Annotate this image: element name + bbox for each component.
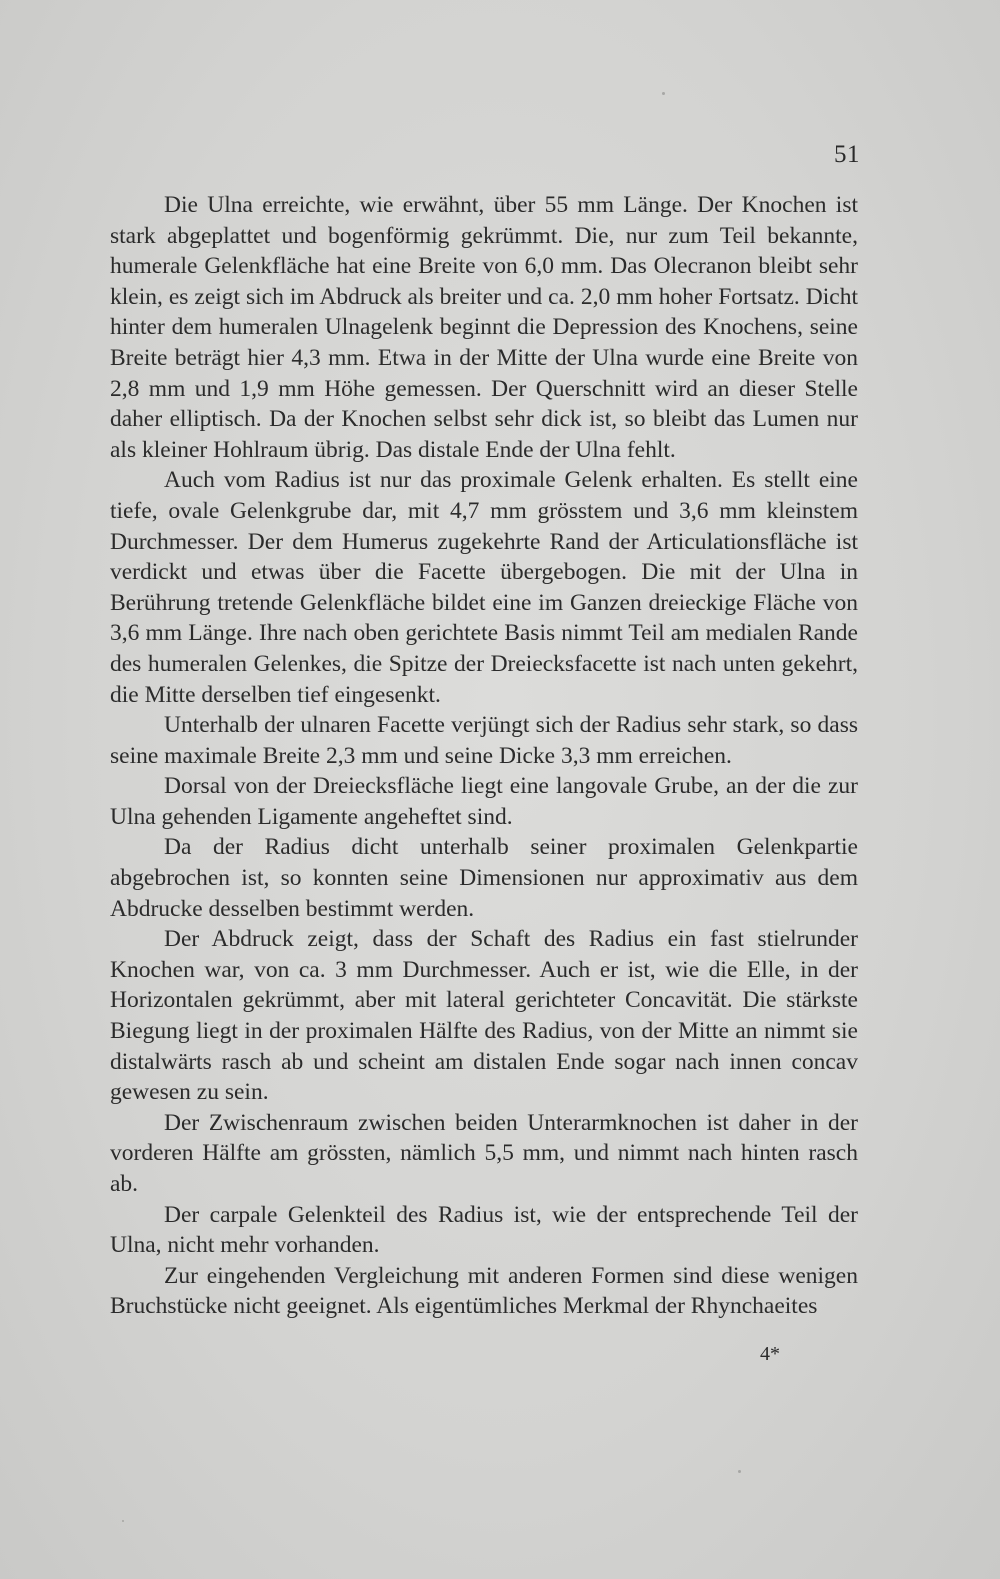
paragraph: Zur eingehenden Vergleichung mit anderen Formen sind diese wenigen Bruchstücke nicht geeignet. Als eigentümliches Merkmal der Rhynchaeites bbox=[110, 1262, 858, 1320]
paragraph: Der carpale Gelenkteil des Radius ist, wie der entsprechende Teil der Ulna, nicht mehr vorhanden. bbox=[110, 1201, 858, 1259]
paragraph: Auch vom Radius ist nur das proximale Gelenk erhalten. Es stellt eine tiefe, ovale Gelenkgrube dar, mit 4,7 mm grösstem und 3,6 mm kleinstem Durchmesser. Der dem Humerus zugekehrte Rand der Articulationsfläche ist verdickt und etwas über die Facette übergebogen. Die mit der Ulna in Berührung tretende Gelenkfläche bildet eine im Ganzen dreieckige Fläche von 3,6 mm Länge. Ihre nach oben gerichtete Basis nimmt Teil am medialen Rande des humeralen Gelenkes, die Spitze der Dreiecksfacette ist nach unten gekehrt, die Mitte derselben tief eingesenkt. bbox=[110, 467, 858, 708]
paper-speck bbox=[738, 1470, 741, 1473]
paragraph: Unterhalb der ulnaren Facette verjüngt sich der Radius sehr stark, so dass seine maximale Breite 2,3 mm und seine Dicke 3,3 mm erreichen. bbox=[110, 712, 858, 769]
paragraph: Der Abdruck zeigt, dass der Schaft des Radius ein fast stielrunder Knochen war, von ca. 3 mm Durchmesser. Auch er ist, wie die Elle, in der Horizontalen gekrümmt, aber mit lateral gerichteter Concavität. Die stärkste Biegung liegt in der proximalen Hälfte des Radius, von der Mitte an nimmt sie distalwärts rasch ab und scheint am distalen Ende sogar nach innen concav gewesen zu sein. bbox=[110, 926, 858, 1106]
signature-mark: 4* bbox=[760, 1343, 780, 1365]
paper-speck bbox=[662, 92, 665, 95]
paragraph: Der Zwischenraum zwischen beiden Unterarmknochen ist daher in der vorderen Hälfte am grössten, nämlich 5,5 mm, und nimmt nach hinten rasch ab. bbox=[110, 1109, 858, 1197]
body-text bbox=[110, 190, 858, 1322]
page-number: 51 bbox=[834, 141, 860, 168]
paragraph: Die Ulna erreichte, wie erwähnt, über 55 mm Länge. Der Knochen ist stark abgeplattet und bogenförmig gekrümmt. Die, nur zum Teil bekannte, humerale Gelenkfläche hat eine Breite von 6,0 mm. Das Olecranon bleibt sehr klein, es zeigt sich im Abdruck als breiter und ca. 2,0 mm hoher Fortsatz. Dicht hinter dem humeralen Ulnagelenk beginnt die Depression des Knochens, seine Breite beträgt hier 4,3 mm. Etwa in der Mitte der Ulna wurde eine Breite von 2,8 mm und 1,9 mm Höhe gemessen. Der Querschnitt wird an dieser Stelle daher elliptisch. Da der Knochen selbst sehr dick ist, so bleibt das Lumen nur als kleiner Hohlraum übrig. Das distale Ende der Ulna fehlt. bbox=[110, 192, 858, 463]
paper-speck bbox=[122, 1520, 124, 1522]
paragraph: Dorsal von der Dreiecksfläche liegt eine langovale Grube, an der die zur Ulna gehenden Ligamente angeheftet sind. bbox=[110, 773, 858, 830]
paragraph: Da der Radius dicht unterhalb seiner proximalen Gelenkpartie abgebrochen ist, so konnten seine Dimensionen nur approximativ aus dem Abdrucke desselben bestimmt werden. bbox=[110, 834, 858, 922]
